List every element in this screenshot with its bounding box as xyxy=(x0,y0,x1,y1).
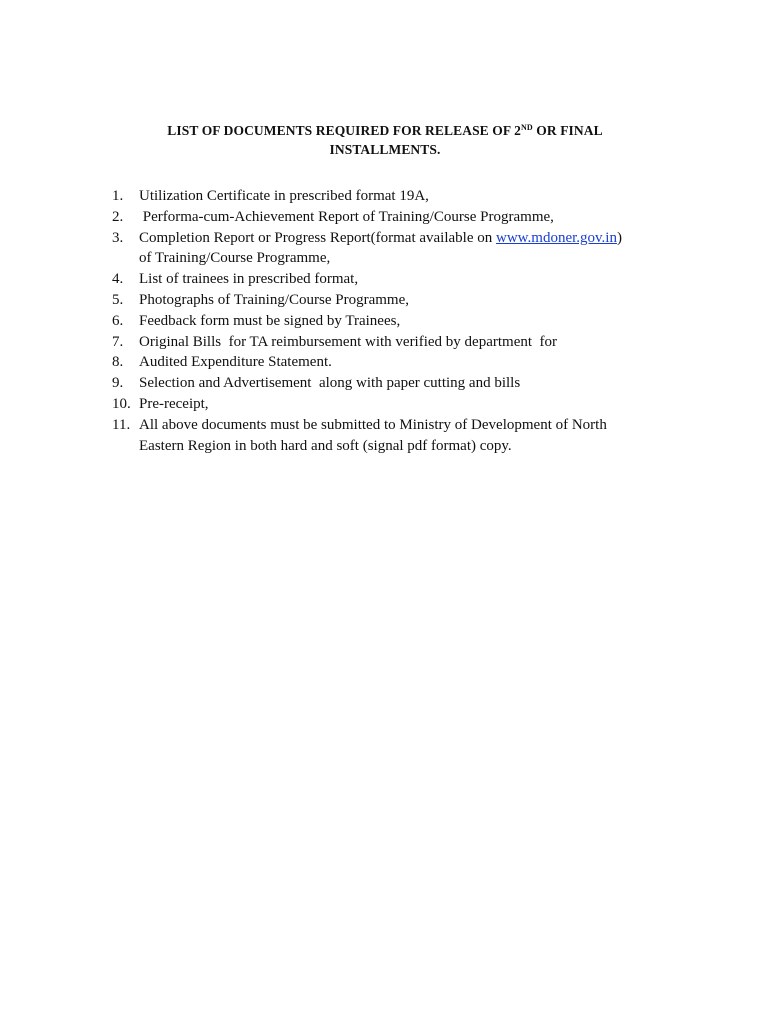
list-item xyxy=(112,394,712,415)
list-item xyxy=(112,332,712,353)
list-item-number: 6. xyxy=(112,312,124,329)
list-item-text-part: ) xyxy=(616,229,622,246)
documents-list xyxy=(112,186,712,456)
list-item-text: Utilization Certificate in prescribed format 19A, xyxy=(139,188,429,204)
list-item xyxy=(112,290,712,311)
list-item-text: Feedback form must be signed by Trainees, xyxy=(139,312,401,329)
list-item-text-part: Completion Report or Progress Report(format available on xyxy=(139,229,497,246)
list-item xyxy=(112,269,712,290)
list-item-continuation: Eastern Region in both hard and soft (signal pdf format) copy. xyxy=(139,437,512,454)
list-item-number: 5. xyxy=(112,291,124,308)
list-item-number: 11. xyxy=(112,416,131,433)
list-item-text: Pre-receipt, xyxy=(139,395,209,412)
list-item-text: Audited Expenditure Statement. xyxy=(139,354,332,371)
title-text-after: OR FINAL xyxy=(532,123,603,138)
list-item xyxy=(112,207,712,228)
list-item-text xyxy=(139,228,712,249)
mdoner-website-link[interactable]: www.mdoner.gov.in xyxy=(496,229,617,246)
list-item-number: 7. xyxy=(112,333,124,350)
title-line-2: INSTALLMENTS. xyxy=(329,142,441,157)
list-item-text: Selection and Advertisement along with paper cutting and bills xyxy=(139,375,521,392)
list-item-text: Photographs of Training/Course Programme, xyxy=(139,291,409,308)
list-item-continuation: of Training/Course Programme, xyxy=(139,250,331,267)
list-item-number: 9. xyxy=(112,375,124,392)
list-item-text: Original Bills for TA reimbursement with verified by department for xyxy=(139,333,558,350)
title-line-1 xyxy=(100,121,670,140)
list-item xyxy=(112,415,712,457)
list-item xyxy=(112,186,712,207)
list-item xyxy=(112,352,712,373)
list-item-text: Performa-cum-Achievement Report of Training/Course Programme, xyxy=(139,208,554,225)
list-item-text: List of trainees in prescribed format, xyxy=(139,271,359,288)
list-item-number: 3. xyxy=(112,229,124,246)
list-item xyxy=(112,373,712,394)
title-text: LIST OF DOCUMENTS REQUIRED FOR RELEASE OF 2 xyxy=(167,123,522,138)
list-item-number: 8. xyxy=(112,354,124,371)
title-superscript: ND xyxy=(521,123,533,132)
document-title xyxy=(100,121,670,159)
list-item-number: 4. xyxy=(112,271,124,288)
list-item-number: 10. xyxy=(112,395,131,412)
list-item xyxy=(112,311,712,332)
list-item-number: 1. xyxy=(112,188,124,204)
list-item xyxy=(112,228,712,270)
list-item-text: All above documents must be submitted to Ministry of Development of North xyxy=(139,416,607,433)
list-item-number: 2. xyxy=(112,208,124,225)
